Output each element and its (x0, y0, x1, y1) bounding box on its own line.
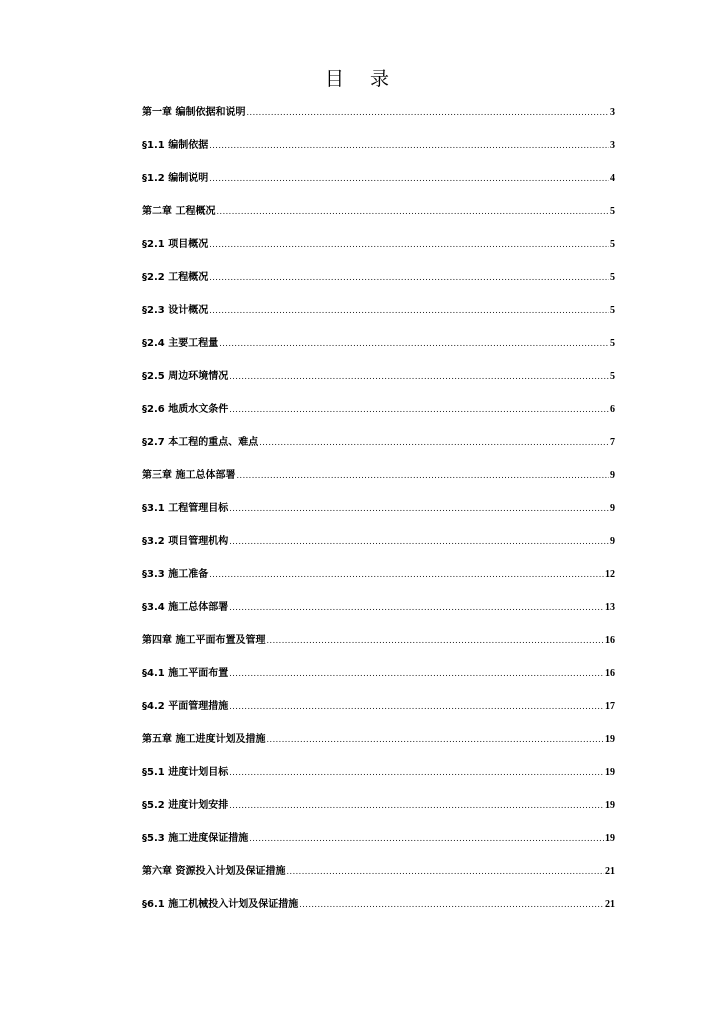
toc-entry-label: §2.4 主要工程量 (142, 338, 219, 349)
toc-entry[interactable] (142, 697, 615, 730)
toc-entry-page: 5 (610, 371, 615, 382)
toc-entry-page: 12 (605, 569, 615, 580)
toc-entry-page: 13 (605, 602, 615, 613)
toc-leader (229, 502, 609, 516)
toc-entry-label: §1.2 编制说明 (142, 173, 209, 184)
toc-entry[interactable] (142, 829, 615, 862)
toc-entry[interactable] (142, 103, 615, 136)
toc-entry-label: §2.5 周边环境情况 (142, 371, 229, 382)
toc-entry-label: §3.3 施工准备 (142, 569, 209, 580)
toc-entry-label: 第五章 施工进度计划及措施 (142, 734, 266, 745)
toc-entry-label: 第一章 编制依据和说明 (142, 107, 246, 118)
toc-leader (209, 139, 609, 153)
toc-leader (266, 634, 604, 648)
toc-entry-page: 17 (605, 701, 615, 712)
toc-entry-label: 第四章 施工平面布置及管理 (142, 635, 266, 646)
toc-entry-page: 21 (605, 866, 615, 877)
toc-leader (286, 865, 604, 879)
toc-entry-page: 9 (610, 503, 615, 514)
toc-entry-page: 19 (605, 800, 615, 811)
toc-leader (209, 304, 609, 318)
toc-leader (299, 898, 604, 912)
toc-entry-label: §5.2 进度计划安排 (142, 800, 229, 811)
toc-entry-page: 5 (610, 239, 615, 250)
toc-leader (229, 799, 604, 813)
toc-entry-page: 6 (610, 404, 615, 415)
toc-entry[interactable] (142, 730, 615, 763)
toc-entry[interactable] (142, 631, 615, 664)
toc-entry-page: 5 (610, 305, 615, 316)
toc-entry[interactable] (142, 796, 615, 829)
toc-entry-label: §3.4 施工总体部署 (142, 602, 229, 613)
toc-leader (229, 403, 609, 417)
toc-entry[interactable] (142, 532, 615, 565)
toc-entry[interactable] (142, 334, 615, 367)
toc-leader (266, 733, 604, 747)
toc-leader (229, 700, 604, 714)
toc-entry-label: §5.3 施工进度保证措施 (142, 833, 249, 844)
toc-entry-label: 第六章 资源投入计划及保证措施 (142, 866, 286, 877)
toc-leader (209, 271, 609, 285)
toc-entry[interactable] (142, 895, 615, 928)
toc-entry-label: §3.2 项目管理机构 (142, 536, 229, 547)
toc-entry-label: §2.2 工程概况 (142, 272, 209, 283)
toc-entry-page: 9 (610, 470, 615, 481)
toc-entry-label: §6.1 施工机械投入计划及保证措施 (142, 899, 299, 910)
toc-entry-label: §2.3 设计概况 (142, 305, 209, 316)
toc-entry[interactable] (142, 598, 615, 631)
toc-title: 目 录 (324, 68, 400, 90)
toc-entry-label: §2.7 本工程的重点、难点 (142, 437, 259, 448)
toc-leader (229, 535, 609, 549)
toc-entry[interactable] (142, 235, 615, 268)
toc-entry-page: 21 (605, 899, 615, 910)
toc-entry-label: §2.1 项目概况 (142, 239, 209, 250)
toc-entry[interactable] (142, 565, 615, 598)
toc-entry-page: 5 (610, 206, 615, 217)
toc-entry[interactable] (142, 301, 615, 334)
toc-entry-page: 19 (605, 767, 615, 778)
toc-entry-page: 3 (610, 140, 615, 151)
toc-entry[interactable] (142, 367, 615, 400)
toc-entry[interactable] (142, 433, 615, 466)
toc-leader (236, 469, 609, 483)
toc-entry[interactable] (142, 664, 615, 697)
toc-entry-label: §2.6 地质水文条件 (142, 404, 229, 415)
toc-entry-page: 19 (605, 833, 615, 844)
toc-leader (229, 370, 609, 384)
toc-entry[interactable] (142, 136, 615, 169)
toc-entry-label: 第三章 施工总体部署 (142, 470, 236, 481)
toc-entry[interactable] (142, 400, 615, 433)
toc-entry-label: 第二章 工程概况 (142, 206, 216, 217)
toc-entry-page: 4 (610, 173, 615, 184)
toc-entry[interactable] (142, 862, 615, 895)
toc-entry[interactable] (142, 169, 615, 202)
toc-leader (209, 238, 609, 252)
toc-entry[interactable] (142, 763, 615, 796)
toc-leader (229, 766, 604, 780)
toc-entry-label: §4.2 平面管理措施 (142, 701, 229, 712)
toc-list (142, 103, 615, 928)
toc-entry-page: 7 (610, 437, 615, 448)
toc-entry-page: 5 (610, 272, 615, 283)
toc-leader (209, 568, 604, 582)
toc-leader (219, 337, 609, 351)
toc-entry[interactable] (142, 268, 615, 301)
toc-entry-page: 16 (605, 668, 615, 679)
toc-entry[interactable] (142, 499, 615, 532)
toc-entry-page: 3 (610, 107, 615, 118)
toc-entry[interactable] (142, 202, 615, 235)
toc-entry-label: §1.1 编制依据 (142, 140, 209, 151)
toc-entry-label: §5.1 进度计划目标 (142, 767, 229, 778)
toc-entry[interactable] (142, 466, 615, 499)
toc-leader (229, 667, 604, 681)
toc-leader (259, 436, 609, 450)
toc-entry-page: 16 (605, 635, 615, 646)
toc-entry-page: 9 (610, 536, 615, 547)
toc-leader (209, 172, 609, 186)
toc-leader (246, 106, 609, 120)
toc-entry-page: 5 (610, 338, 615, 349)
toc-leader (249, 832, 604, 846)
toc-entry-page: 19 (605, 734, 615, 745)
toc-entry-label: §3.1 工程管理目标 (142, 503, 229, 514)
toc-leader (216, 205, 609, 219)
toc-entry-label: §4.1 施工平面布置 (142, 668, 229, 679)
toc-leader (229, 601, 604, 615)
